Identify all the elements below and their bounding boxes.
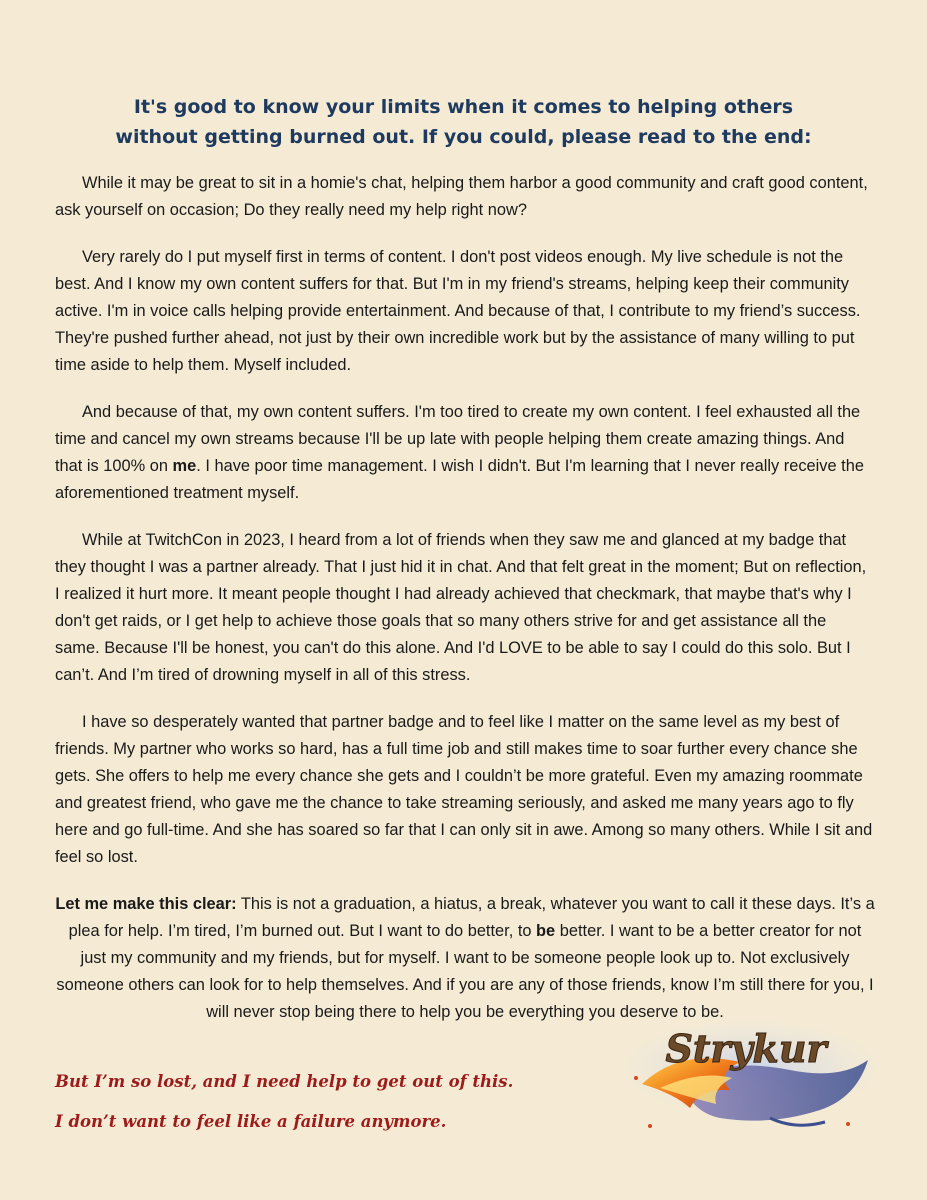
- paragraph-6-text-a: This is not a graduation, a hiatus, a break, whatever you want to call it these days. It’s a plea for help. I’m tired, I’m burned out. But I want to do better, to: [68, 895, 875, 940]
- paragraph-5: I have so desperately wanted that partner badge and to feel like I matter on the same level as my best of friends. My partner who works so hard, has a full time job and still makes time to soar further every chance she gets. She offers to help me every chance she gets and I couldn’t be more grateful. Even my amazing roommate and greatest friend, who gave me the chance to take streaming seriously, and asked me many years ago to fly here and go full-time. And she has soared so far that I can only sit in awe. Among so many others. While I sit and feel so lost.: [55, 713, 873, 866]
- paragraph-3-text-a: And because of that, my own content suffers. I'm too tired to create my own content. I feel exhausted all the time and cancel my own streams because I'll be up late with people helping them create amazing things. And that is 100% on: [55, 403, 861, 475]
- page-title: It's good to know your limits when it comes to helping others without getting burned out. If you could, please read to the end:: [115, 96, 812, 148]
- paragraph-4: While at TwitchCon in 2023, I heard from a lot of friends when they saw me and glanced at my badge that they thought I was a partner already. That I just hid it in chat. And that felt great in the moment; But on reflection, I realized it hurt more. It meant people thought I had already achieved that checkmark, that maybe that's why I don't get raids, or I get help to achieve those goals that so many others strive for and get assistance all the same. Because I'll be honest, you can't do this alone. And I'd LOVE to be able to say I could do this solo. But I can’t. And I’m tired of drowning myself in all of this stress.: [55, 531, 867, 684]
- strykur-flame-logo: [620, 1018, 878, 1140]
- body-text: [55, 170, 875, 1046]
- paragraph-6-lead: Let me make this clear:: [55, 895, 237, 913]
- paragraph-6: [55, 891, 875, 1026]
- logo-text: Strykur: [665, 1026, 827, 1071]
- closing-lines: [55, 1062, 615, 1142]
- closing-line-2: I don’t want to feel like a failure anymore.: [55, 1112, 447, 1131]
- paragraph-3-text-b: . I have poor time management. I wish I didn't. But I'm learning that I never really receive the aforementioned treatment myself.: [55, 457, 864, 502]
- emphasis-be: be: [536, 922, 556, 940]
- paragraph-6-text-b: better. I want to be a better creator for not just my community and my friends, but for myself. I want to be someone people look up to. Not exclusively someone others can look for to help themselves. And if you are any of those friends, know I’m still there for you, I will never stop being there to help you be everything you deserve to be.: [56, 922, 874, 1021]
- closing-line-1: But I’m so lost, and I need help to get out of this.: [55, 1072, 514, 1091]
- emphasis-me: me: [172, 457, 197, 475]
- paragraph-2: Very rarely do I put myself first in terms of content. I don't post videos enough. My live schedule is not the best. And I know my own content suffers for that. But I'm in my friend's streams, helping keep their community active. I'm in voice calls helping provide entertainment. And because of that, I contribute to my friend’s success. They're pushed further ahead, not just by their own incredible work but by the assistance of many willing to put time aside to help them. Myself included.: [55, 248, 861, 374]
- paragraph-1: While it may be great to sit in a homie's chat, helping them harbor a good community and craft good content, ask yourself on occasion; Do they really need my help right now?: [55, 174, 868, 219]
- paragraph-3: [55, 399, 875, 507]
